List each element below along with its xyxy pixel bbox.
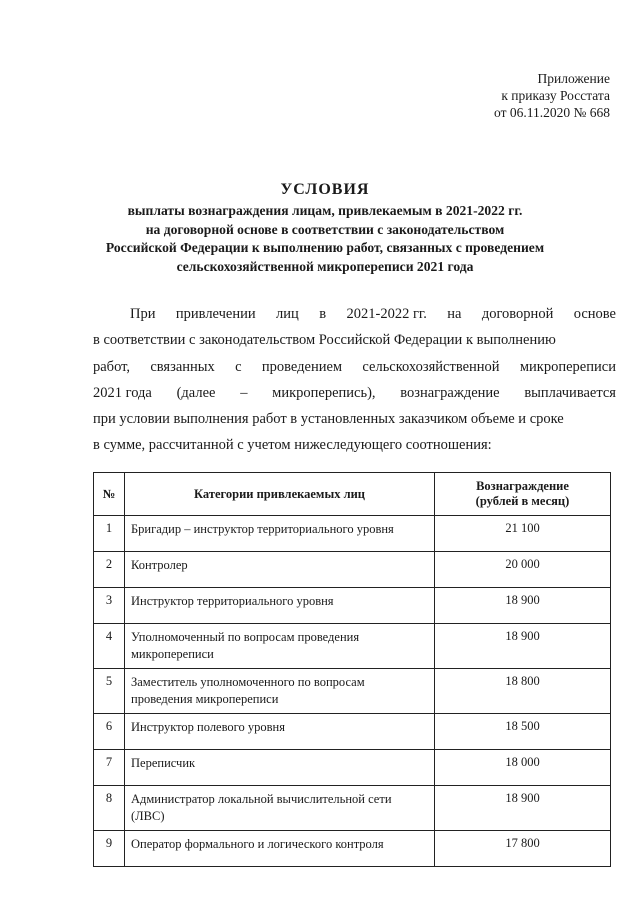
word: проведением <box>261 358 343 375</box>
word: связанных <box>150 358 215 375</box>
table-row <box>94 786 611 831</box>
row-number: 8 <box>94 786 125 831</box>
row-category: Оператор формального и логического контроля <box>125 831 435 867</box>
row-number: 7 <box>94 750 125 786</box>
row-reward: 18 500 <box>435 714 611 750</box>
table-row <box>94 552 611 588</box>
word: (далее <box>176 384 216 401</box>
row-category: Инструктор полевого уровня <box>125 714 435 750</box>
word: на <box>447 306 462 322</box>
paragraph-line <box>93 301 616 327</box>
table-header-row <box>94 473 611 516</box>
paragraph-line <box>93 406 616 432</box>
word: сельскохозяйственной <box>362 358 500 375</box>
payment-table <box>93 472 611 867</box>
word: 2021-2022 гг. <box>346 306 427 322</box>
table-row <box>94 831 611 867</box>
appendix-date: от 06.11.2020 № 668 <box>494 105 610 120</box>
header-reward-title: Вознаграждение <box>476 479 569 493</box>
word: микропереписи <box>519 358 616 375</box>
document-title <box>60 180 590 276</box>
paragraph-line <box>93 432 616 458</box>
row-reward: 21 100 <box>435 516 611 552</box>
row-reward: 18 900 <box>435 624 611 669</box>
table-row <box>94 669 611 714</box>
row-number: 9 <box>94 831 125 867</box>
word: 2021 года <box>93 384 152 401</box>
line-text: в сумме, рассчитанной с учетом нижеследующего соотношения: <box>93 437 492 454</box>
row-reward: 18 900 <box>435 786 611 831</box>
row-category: Уполномоченный по вопросам проведения микропереписи <box>125 624 435 669</box>
word: При <box>130 306 156 322</box>
word: – <box>240 384 248 401</box>
table-row <box>94 516 611 552</box>
row-reward: 17 800 <box>435 831 611 867</box>
body-paragraph <box>93 301 616 459</box>
title-line: на договорной основе в соответствии с законодательством <box>145 221 505 237</box>
appendix-reference <box>440 70 610 121</box>
appendix-order: к приказу Росстата <box>501 88 610 103</box>
header-reward <box>435 473 611 516</box>
title-line: сельскохозяйственной микропереписи 2021 года <box>176 258 474 274</box>
paragraph-line <box>93 327 616 353</box>
row-category: Инструктор территориального уровня <box>125 588 435 624</box>
word: в <box>319 306 327 322</box>
table-row <box>94 714 611 750</box>
appendix-label: Приложение <box>537 71 610 86</box>
table-row <box>94 588 611 624</box>
header-reward-unit: (рублей в месяц) <box>475 494 570 508</box>
word: лиц <box>276 306 299 322</box>
header-category: Категории привлекаемых лиц <box>125 473 435 516</box>
paragraph-line <box>93 380 616 406</box>
word: привлечении <box>175 306 256 322</box>
word: работ, <box>93 358 130 375</box>
word: с <box>235 358 242 375</box>
row-number: 1 <box>94 516 125 552</box>
row-reward: 18 800 <box>435 669 611 714</box>
word: основе <box>573 306 616 322</box>
word: договорной <box>481 306 554 322</box>
row-reward: 18 000 <box>435 750 611 786</box>
title-line: Российской Федерации к выполнению работ, связанных с проведением <box>105 240 545 255</box>
table-row <box>94 624 611 669</box>
line-text: в соответствии с законодательством Российской Федерации к выполнению <box>93 332 556 349</box>
row-category: Администратор локальной вычислительной сети (ЛВС) <box>125 786 435 831</box>
paragraph-line <box>93 354 616 380</box>
word: вознаграждение <box>400 384 500 401</box>
word: выплачивается <box>524 384 616 401</box>
header-number: № <box>94 473 125 516</box>
row-number: 2 <box>94 552 125 588</box>
title-line: выплаты вознаграждения лицам, привлекаемым в 2021-2022 гг. <box>127 203 523 218</box>
row-category: Переписчик <box>125 750 435 786</box>
row-category: Бригадир – инструктор территориального уровня <box>125 516 435 552</box>
row-category: Контролер <box>125 552 435 588</box>
line-text: при условии выполнения работ в установленных заказчиком объеме и сроке <box>93 411 564 428</box>
row-number: 5 <box>94 669 125 714</box>
row-reward: 18 900 <box>435 588 611 624</box>
row-number: 6 <box>94 714 125 750</box>
row-reward: 20 000 <box>435 552 611 588</box>
row-number: 4 <box>94 624 125 669</box>
word: микроперепись), <box>272 384 376 401</box>
row-category: Заместитель уполномоченного по вопросам проведения микропереписи <box>125 669 435 714</box>
table-row <box>94 750 611 786</box>
row-number: 3 <box>94 588 125 624</box>
title-main: УСЛОВИЯ <box>280 181 370 198</box>
